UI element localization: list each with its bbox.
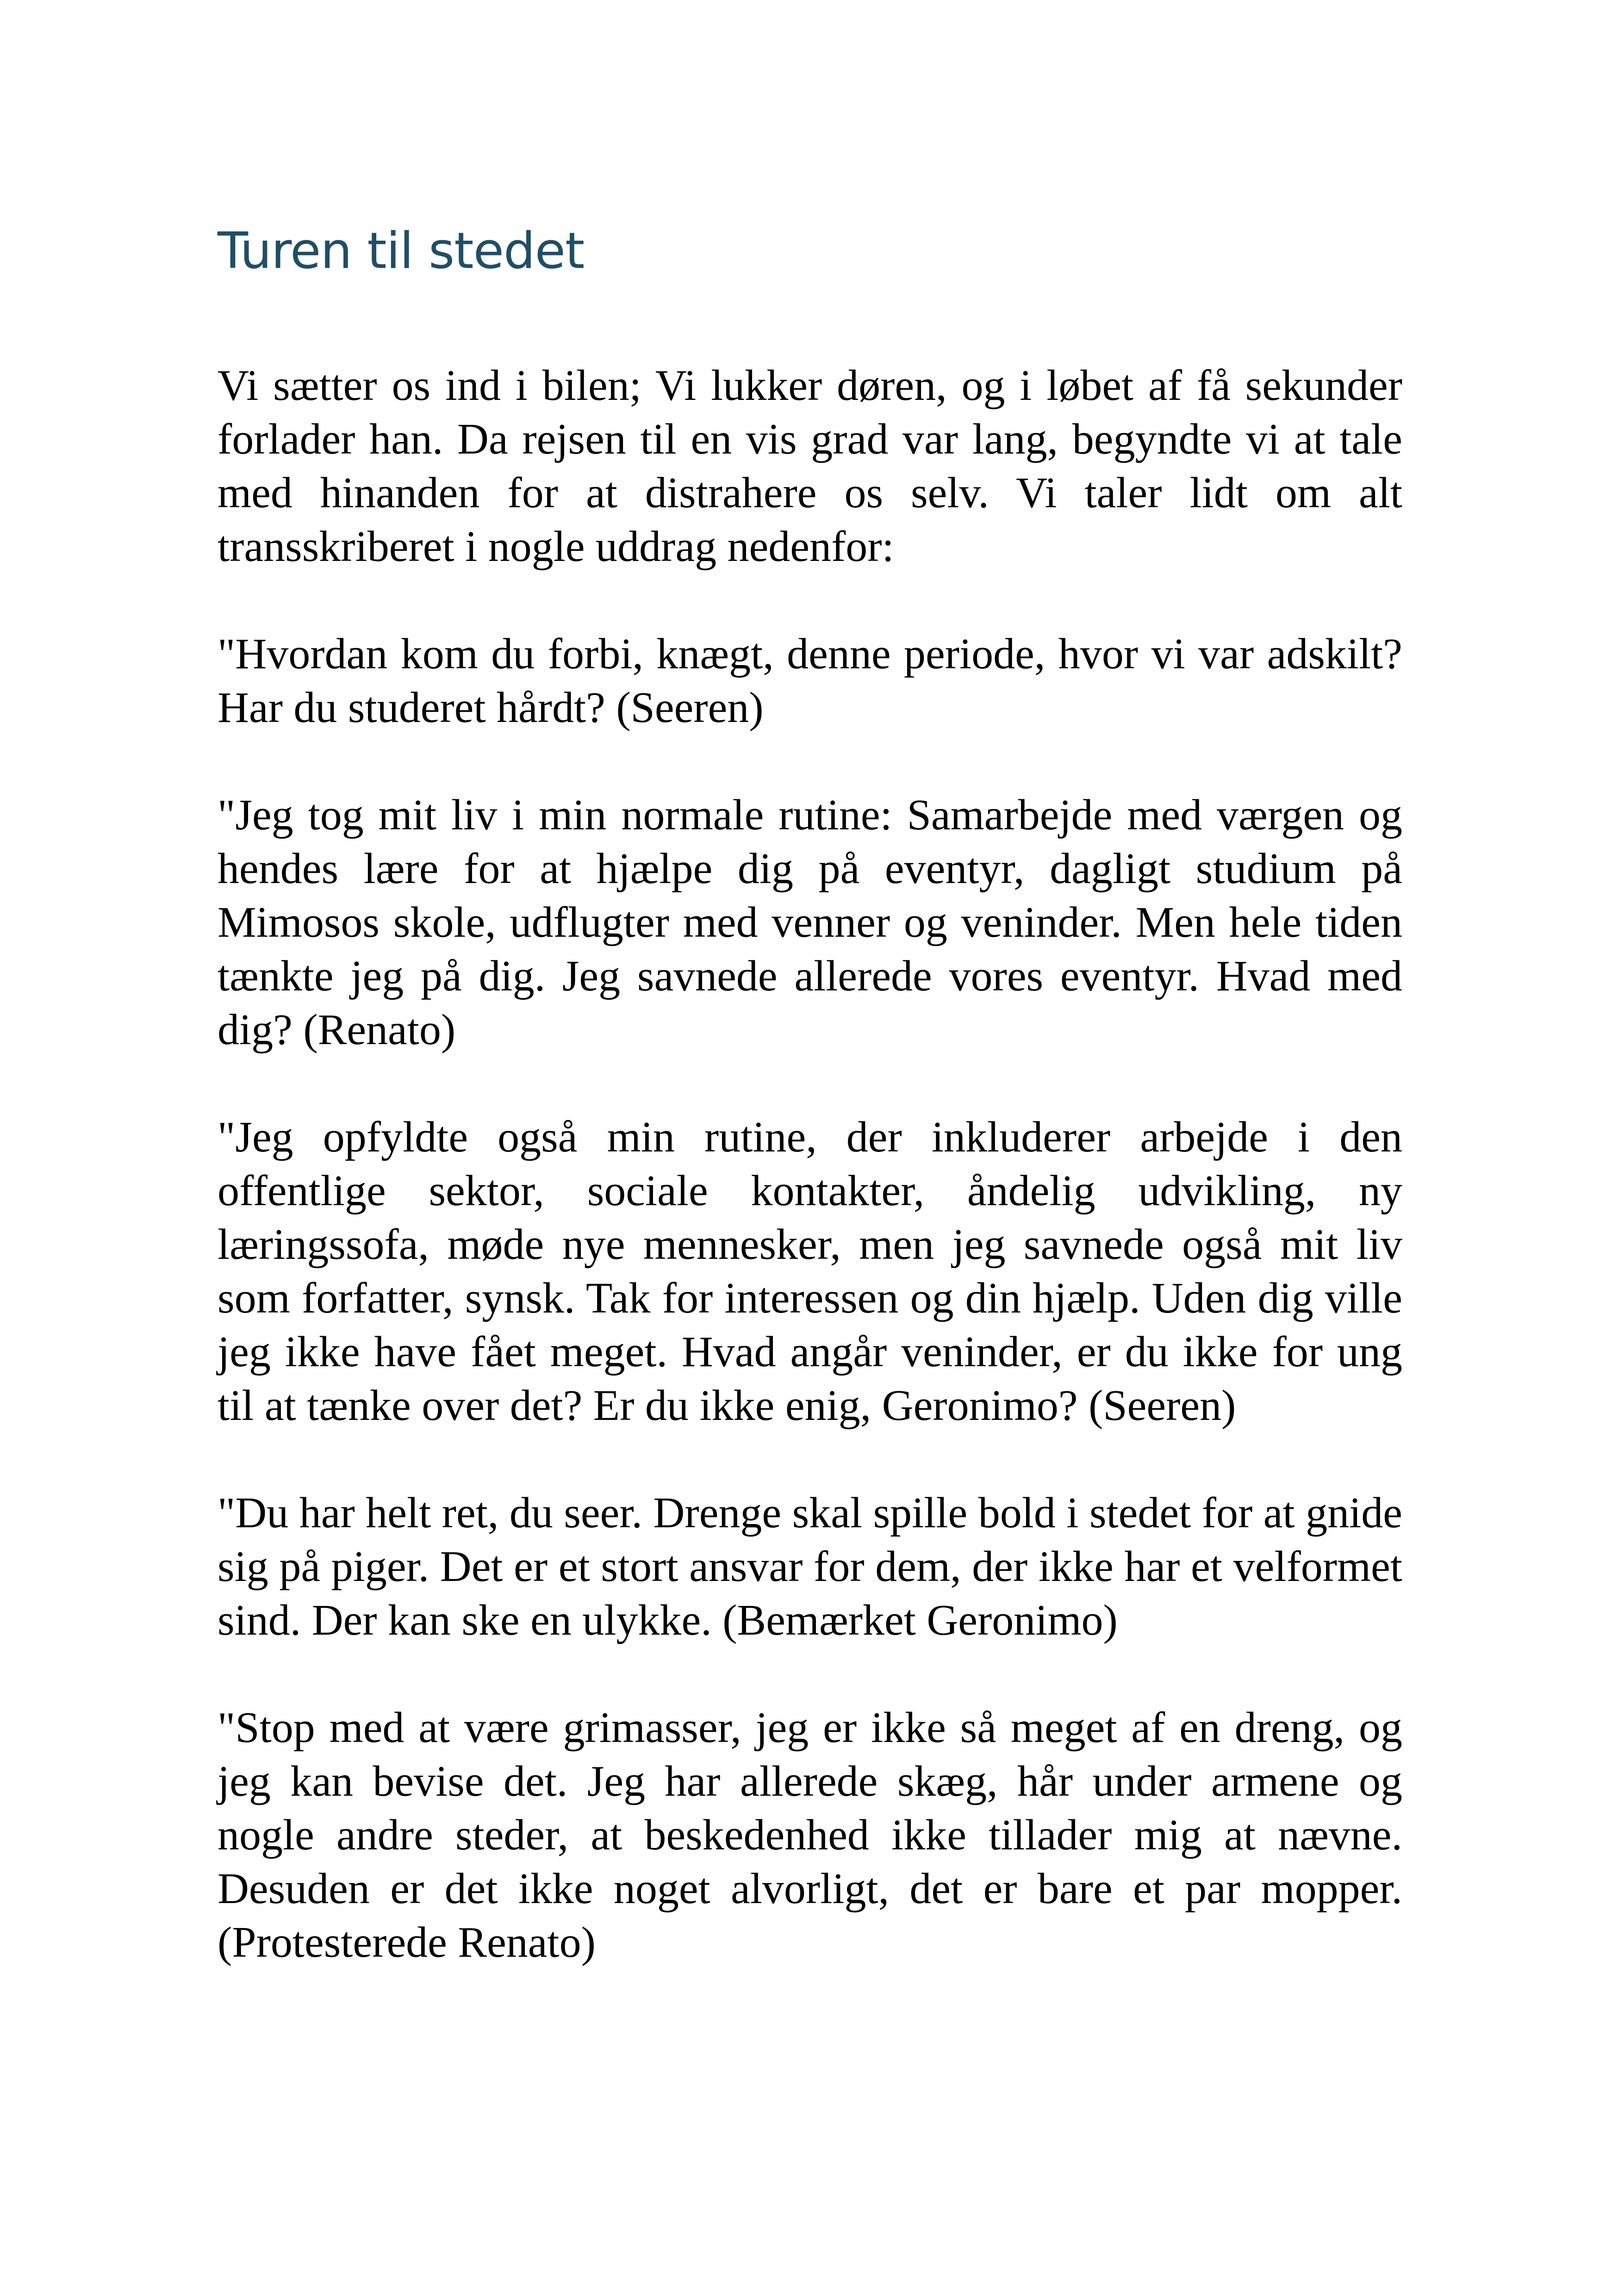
paragraph-geronimo-remark: "Du har helt ret, du seer. Drenge skal spille bold i stedet for at gnide sig på piger. Det er et stort ansvar for dem, der ikke har et velformet sind. Der kan ske en ulykke. (Bemærket Geronimo) bbox=[218, 1489, 1402, 1644]
page-title: Turen til stedet bbox=[218, 222, 585, 280]
paragraph-seeren-question: "Hvordan kom du forbi, knægt, denne periode, hvor vi var adskilt? Har du studeret hårdt? (Seeren) bbox=[218, 630, 1402, 732]
body-text bbox=[218, 359, 1402, 1969]
paragraph-intro: Vi sætter os ind i bilen; Vi lukker døren, og i løbet af få sekunder forlader han. Da rejsen til en vis grad var lang, begyndte vi at tale med hinanden for at distrahere os selv. Vi taler lidt om alt transskriberet i nogle uddrag nedenfor: bbox=[218, 361, 1402, 571]
paragraph-renato-reply: "Jeg tog mit liv i min normale rutine: Samarbejde med værgen og hendes lære for at hjælpe dig på eventyr, dagligt studium på Mimosos skole, udflugter med venner og veninder. Men hele tiden tænkte jeg på dig. Jeg savnede allerede vores eventyr. Hvad med dig? (Renato) bbox=[218, 791, 1402, 1054]
paragraph-seeren-reply: "Jeg opfyldte også min rutine, der inkluderer arbejde i den offentlige sektor, sociale kontakter, åndelig udvikling, ny læringssofa, møde nye mennesker, men jeg savnede også mit liv som forfatter, synsk. Tak for interessen og din hjælp. Uden dig ville jeg ikke have fået meget. Hvad angår veninder, er du ikke for ung til at tænke over det? Er du ikke enig, Geronimo? (Seeren) bbox=[218, 1113, 1402, 1430]
paragraph-renato-protest: "Stop med at være grimasser, jeg er ikke så meget af en dreng, og jeg kan bevise det. Jeg har allerede skæg, hår under armene og nogle andre steder, at beskedenhed ikke tillader mig at nævne. Desuden er det ikke noget alvorligt, det er bare et par mopper. (Protesterede Renato) bbox=[218, 1704, 1402, 1966]
